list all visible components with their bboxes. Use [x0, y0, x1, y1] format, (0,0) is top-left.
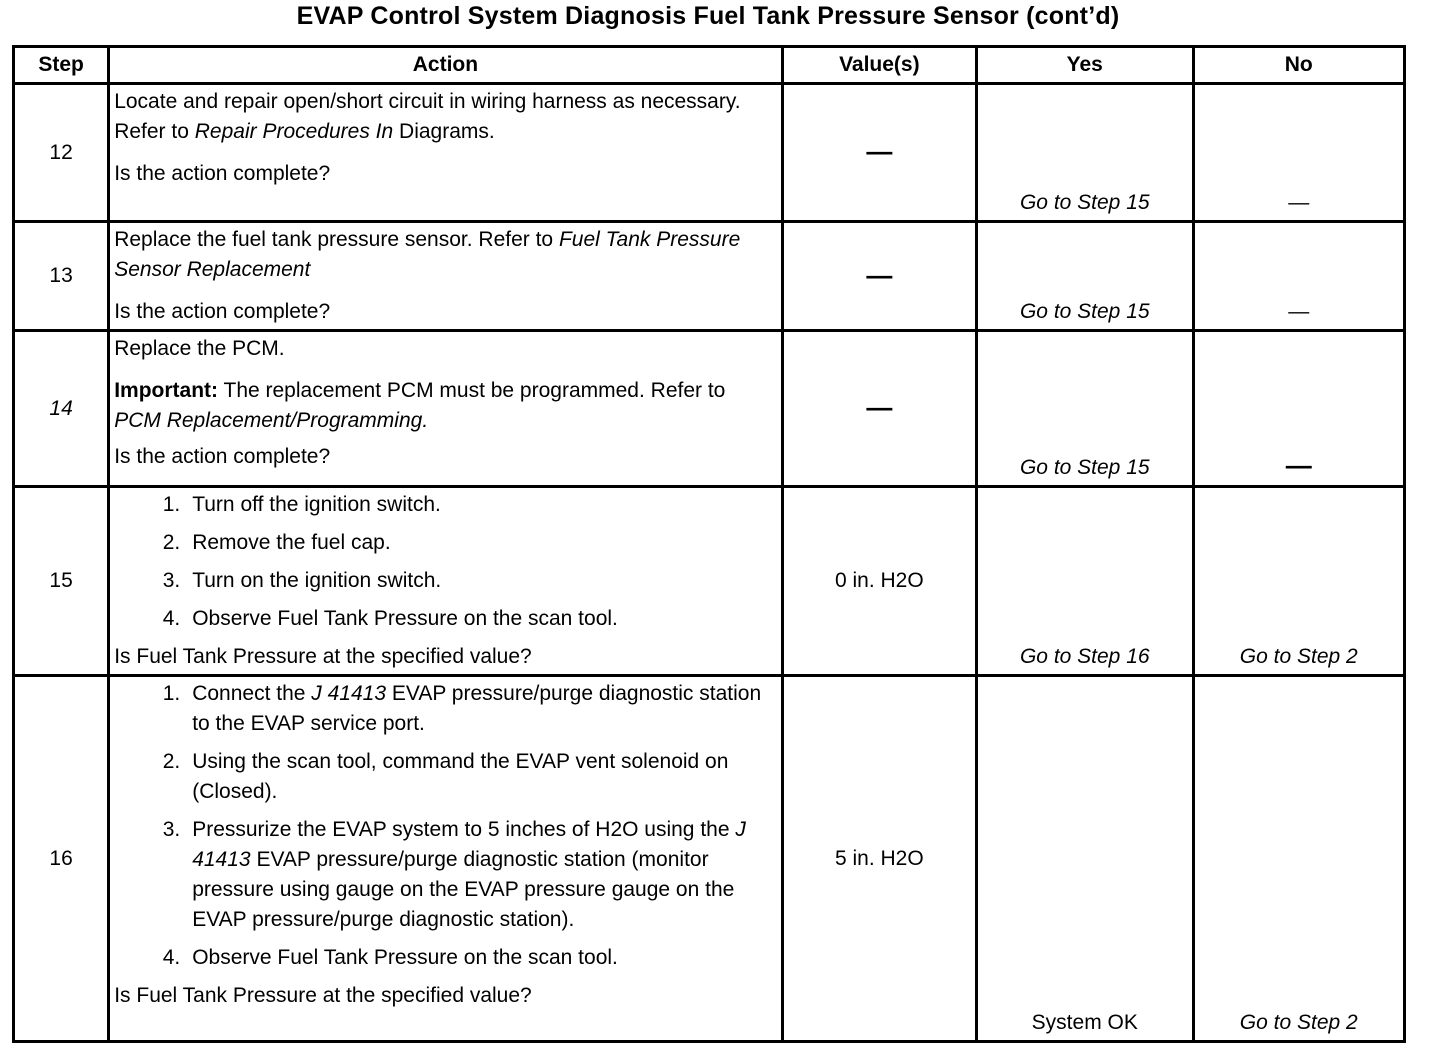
value-cell: — [782, 84, 976, 222]
action-question: Is Fuel Tank Pressure at the specified value? [114, 645, 532, 668]
tool-number: J 41413 [192, 818, 746, 871]
yes-cell: Go to Step 15 [977, 331, 1193, 487]
yes-cell: Go to Step 16 [977, 487, 1193, 676]
table-row [14, 487, 1405, 676]
action-cell [109, 222, 782, 331]
list-item: 2. Remove the fuel cap. [162, 531, 391, 554]
step-number: 15 [14, 487, 109, 676]
list-item: 3. Pressurize the EVAP system to 5 inches of H2O using the J 41413 EVAP pressure/purge diagnostic station (monitor pressure using gauge on the EVAP pressure gauge on the EVAP pressure/purge diagnostic station). [162, 818, 746, 931]
header-values: Value(s) [782, 47, 976, 84]
reference-link-text: PCM Replacement/Programming. [114, 409, 429, 432]
step-number: 16 [14, 676, 109, 1042]
action-cell [109, 84, 782, 222]
yes-cell: Go to Step 15 [977, 84, 1193, 222]
no-cell: — [1193, 331, 1405, 487]
action-text: Replace the PCM. [114, 337, 285, 360]
table-row [14, 84, 1405, 222]
step-number: 13 [14, 222, 109, 331]
diagnosis-table [12, 45, 1406, 1043]
table-row [14, 222, 1405, 331]
reference-link-text: Fuel Tank Pressure Sensor Replacement [114, 228, 741, 281]
important-note: Important: The replacement PCM must be programmed. Refer to PCM Replacement/Programming. [114, 379, 726, 432]
list-item: 1. Connect the J 41413 EVAP pressure/purge diagnostic station to the EVAP service port. [162, 682, 762, 735]
value-cell: 5 in. H2O [782, 676, 976, 1042]
header-no: No [1193, 47, 1405, 84]
action-question: Is the action complete? [114, 162, 331, 185]
list-item: 4. Observe Fuel Tank Pressure on the scan tool. [162, 607, 618, 630]
list-item: 2. Using the scan tool, command the EVAP vent solenoid on (Closed). [162, 750, 729, 803]
yes-cell: Go to Step 15 [977, 222, 1193, 331]
no-cell: — [1193, 222, 1405, 331]
yes-cell: System OK [977, 676, 1193, 1042]
header-action: Action [109, 47, 782, 84]
action-cell [109, 331, 782, 487]
value-cell: — [782, 222, 976, 331]
procedure-list [114, 679, 772, 981]
table-row [14, 331, 1405, 487]
action-cell [109, 676, 782, 1042]
action-text: Replace the fuel tank pressure sensor. Refer to Fuel Tank Pressure Sensor Replacement [114, 228, 741, 281]
list-item: 4. Observe Fuel Tank Pressure on the scan tool. [162, 946, 618, 969]
action-question: Is the action complete? [114, 445, 331, 468]
list-item: 1. Turn off the ignition switch. [162, 493, 441, 516]
action-text: Locate and repair open/short circuit in wiring harness as necessary. Refer to Repair Procedures In Diagrams. [114, 90, 741, 143]
action-cell [109, 487, 782, 676]
table-row [14, 676, 1405, 1042]
action-question: Is the action complete? [114, 300, 331, 323]
header-step: Step [14, 47, 109, 84]
value-cell: — [782, 331, 976, 487]
list-item: 3. Turn on the ignition switch. [162, 569, 442, 592]
no-cell: Go to Step 2 [1193, 676, 1405, 1042]
value-cell: 0 in. H2O [782, 487, 976, 676]
action-question: Is Fuel Tank Pressure at the specified value? [114, 984, 532, 1007]
reference-link-text: Repair Procedures In [194, 120, 394, 143]
step-number: 12 [14, 84, 109, 222]
table-header-row [14, 47, 1405, 84]
page-title: EVAP Control System Diagnosis Fuel Tank Pressure Sensor (cont’d) [296, 2, 1120, 30]
step-number: 14 [14, 331, 109, 487]
procedure-list [114, 490, 772, 642]
no-cell: — [1193, 84, 1405, 222]
no-cell: Go to Step 2 [1193, 487, 1405, 676]
header-yes: Yes [977, 47, 1193, 84]
tool-number: J 41413 [311, 682, 387, 705]
